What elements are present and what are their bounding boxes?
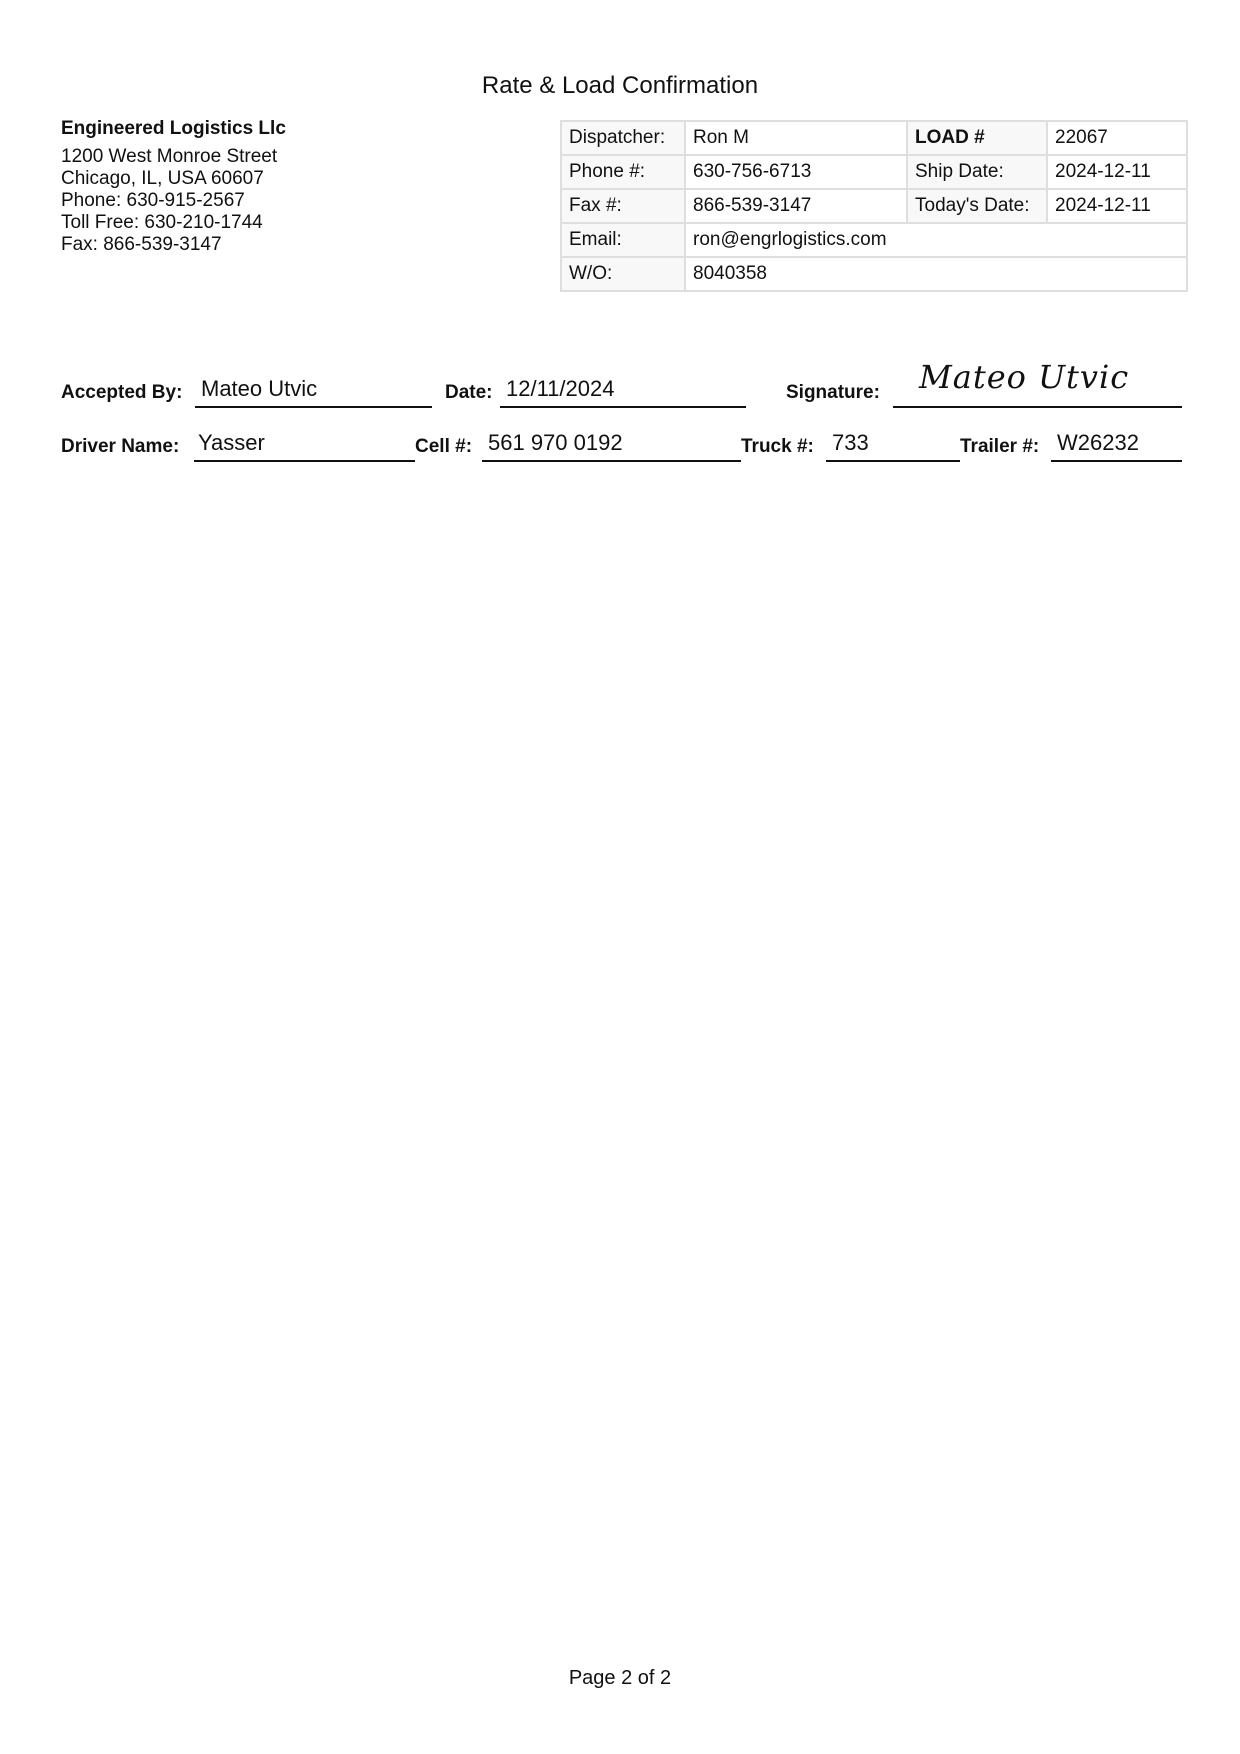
date-value: 12/11/2024 <box>506 376 615 401</box>
phone-label: Phone #: <box>561 155 685 189</box>
load-number-value: 22067 <box>1047 121 1187 155</box>
company-address-line2: Chicago, IL, USA 60607 <box>61 168 264 189</box>
trailer-value: W26232 <box>1057 430 1139 455</box>
truck-value: 733 <box>832 430 869 455</box>
wo-label: W/O: <box>561 257 685 291</box>
load-number-label: LOAD # <box>907 121 1047 155</box>
dispatch-info-table <box>560 120 1188 292</box>
signature-label: Signature: <box>786 382 880 403</box>
phone-value: 630-756-6713 <box>685 155 907 189</box>
acceptance-row <box>61 358 1182 408</box>
company-name: Engineered Logistics Llc <box>61 118 286 139</box>
company-address-line1: 1200 West Monroe Street <box>61 146 278 167</box>
truck-label: Truck #: <box>741 436 814 457</box>
trailer-field[interactable] <box>1051 422 1182 462</box>
document-title: Rate & Load Confirmation <box>481 72 759 99</box>
ship-date-label: Ship Date: <box>907 155 1047 189</box>
page-number: Page 2 of 2 <box>568 1667 672 1689</box>
table-row <box>561 189 1187 223</box>
todays-date-label: Today's Date: <box>907 189 1047 223</box>
dispatcher-value: Ron M <box>685 121 907 155</box>
dispatcher-label: Dispatcher: <box>561 121 685 155</box>
fax-label: Fax #: <box>561 189 685 223</box>
company-toll-free: Toll Free: 630-210-1744 <box>61 212 263 233</box>
driver-name-field[interactable] <box>194 422 415 462</box>
company-phone: Phone: 630-915-2567 <box>61 190 245 211</box>
driver-row <box>61 418 1182 462</box>
email-value: ron@engrlogistics.com <box>685 223 1187 257</box>
wo-value: 8040358 <box>685 257 1187 291</box>
table-row <box>561 121 1187 155</box>
driver-name-value: Yasser <box>198 430 265 455</box>
table-row <box>561 257 1187 291</box>
truck-field[interactable] <box>826 422 960 462</box>
accepted-by-value: Mateo Utvic <box>201 376 318 401</box>
trailer-label: Trailer #: <box>960 436 1040 457</box>
fax-value: 866-539-3147 <box>685 189 907 223</box>
cell-field[interactable] <box>482 422 741 462</box>
signature-field[interactable] <box>893 358 1182 408</box>
driver-name-label: Driver Name: <box>61 436 180 457</box>
accepted-by-field[interactable] <box>195 368 432 408</box>
ship-date-value: 2024-12-11 <box>1047 155 1187 189</box>
table-row <box>561 155 1187 189</box>
company-fax: Fax: 866-539-3147 <box>61 234 222 255</box>
table-row <box>561 223 1187 257</box>
cell-value: 561 970 0192 <box>488 430 623 455</box>
signature-value: Mateo Utvic <box>919 358 1130 396</box>
date-label: Date: <box>445 382 493 403</box>
date-field[interactable] <box>500 368 746 408</box>
company-block <box>61 118 286 256</box>
cell-label: Cell #: <box>415 436 473 457</box>
email-label: Email: <box>561 223 685 257</box>
todays-date-value: 2024-12-11 <box>1047 189 1187 223</box>
accepted-by-label: Accepted By: <box>61 382 183 403</box>
